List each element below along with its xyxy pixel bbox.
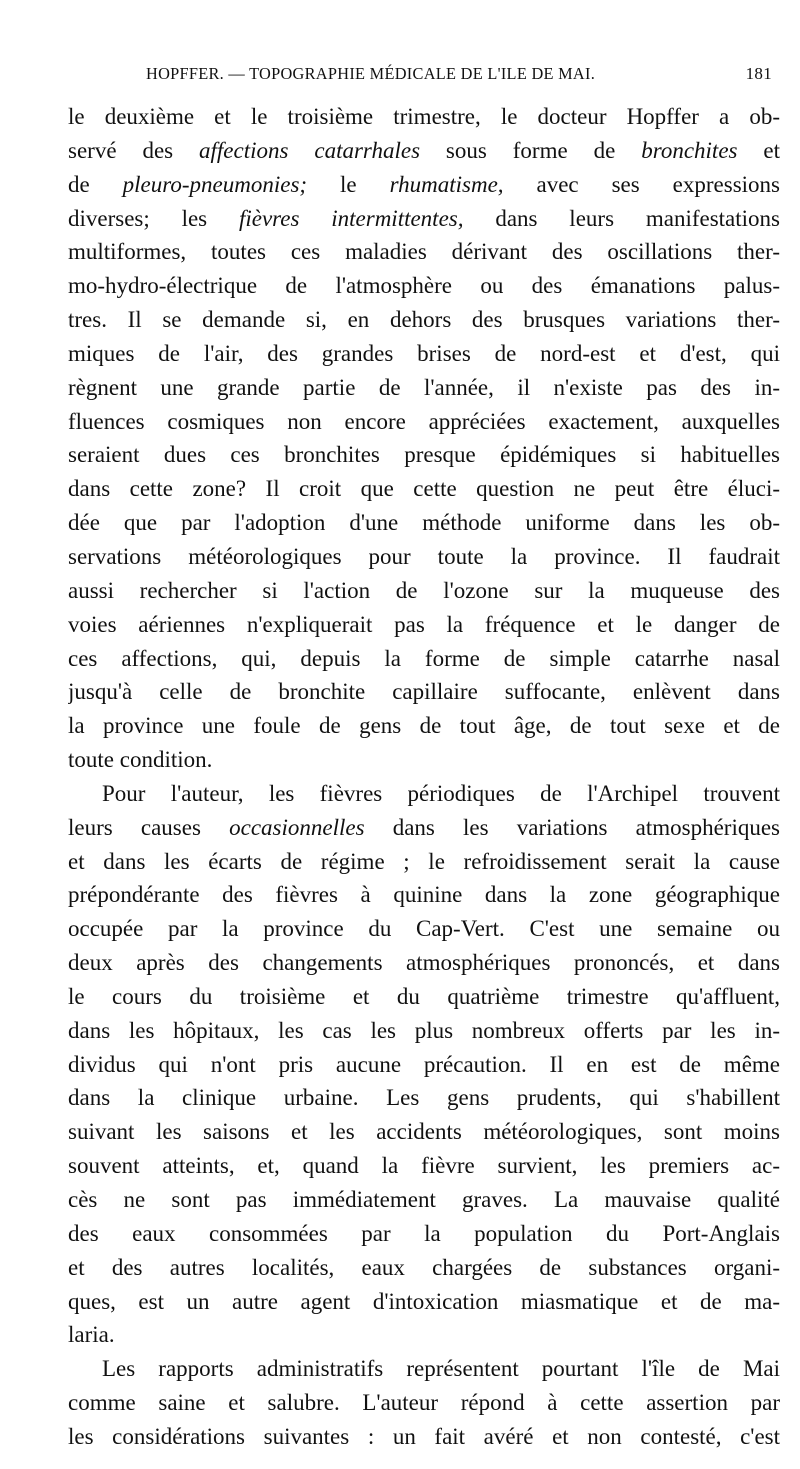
text-segment: occupée par la province du Cap-Vert. C'est une semaine ou [68,916,780,942]
text-segment: aussi rechercher si l'action de l'ozone sur la muqueuse des [68,577,780,603]
text-line [68,1014,780,1048]
text-line [68,777,780,811]
text-line [68,405,780,439]
text-segment: et [737,137,780,163]
italic-text: rhumatisme, [389,171,504,197]
text-line [68,1352,780,1386]
text-segment: servé des [68,137,200,163]
text-line [68,540,780,574]
text-segment: jusqu'à celle de bronchite capillaire suffocante, enlèvent dans [68,679,780,705]
text-line [68,1386,780,1420]
text-line [68,845,780,879]
text-line [68,438,780,472]
text-segment: de [68,171,123,197]
text-line [68,946,780,980]
text-line [68,1285,780,1319]
text-line [68,912,780,946]
text-segment: suivant les saisons et les accidents météorologiques, sont moins [68,1119,780,1145]
text-line [68,168,780,202]
text-line [68,1149,780,1183]
text-line [68,1420,780,1454]
text-segment: voies aériennes n'expliquerait pas la fréquence et le danger de [68,611,780,637]
text-segment: souvent atteints, et, quand la fièvre survient, les premiers ac- [68,1153,780,1179]
text-segment: prépondérante des fièvres à quinine dans la zone géographique [68,882,780,908]
text-segment: deux après des changements atmosphériques prononcés, et dans [68,950,780,976]
text-line [68,811,780,845]
italic-text: pleuro-pneumonies; [122,171,308,197]
text-line [68,337,780,371]
text-segment: ces affections, qui, depuis la forme de simple catarrhe nasal [68,645,780,671]
text-segment: cès ne sont pas immédiatement graves. La mauvaise qualité [68,1187,780,1212]
text-line [68,202,780,236]
text-line [68,642,780,676]
text-line [68,100,780,134]
text-segment: servations météorologiques pour toute la province. Il faudrait [68,543,780,569]
text-segment: dans les hôpitaux, les cas les plus nombreux offerts par les in- [68,1017,780,1043]
italic-text: fièvres intermittentes, [238,205,464,231]
text-segment: seraient dues ces bronchites presque épidémiques si habituelles [68,442,780,468]
text-segment: dans leurs manifestations [463,205,780,231]
text-segment: Pour l'auteur, les fièvres périodiques de l'Archipel trouvent [102,780,780,806]
text-segment: sous forme de [420,137,642,163]
text-segment: règnent une grande partie de l'année, il n'existe pas des in- [68,374,780,400]
text-line [68,235,780,269]
text-segment: le deuxième et le troisième trimestre, le docteur Hopffer a ob- [68,104,780,129]
text-segment: dividus qui n'ont pris aucune précaution. Il en est de même [68,1051,780,1077]
italic-text: affections catarrhales [199,137,421,163]
text-segment: les considérations suivantes : un fait avéré et non contesté, c'est [68,1423,780,1449]
text-line [68,878,780,912]
text-segment: le [307,171,390,197]
text-line [68,709,780,743]
text-line [68,1251,780,1285]
text-segment: toute condition. [68,747,213,773]
text-segment: dans la clinique urbaine. Les gens prudents, qui s'habillent [68,1085,780,1111]
text-line [68,472,780,506]
text-segment: multiformes, toutes ces maladies dérivant des oscillations ther- [68,239,780,265]
italic-text: bronchites [641,137,738,163]
text-segment: le cours du troisième et du quatrième trimestre qu'affluent, [68,983,780,1009]
text-segment: comme saine et salubre. L'auteur répond à cette assertion par [68,1390,780,1416]
text-segment: diverses; les [68,205,239,231]
text-line [68,743,780,777]
text-segment: ques, est un autre agent d'intoxication miasmatique et de ma- [68,1288,780,1314]
text-line [68,574,780,608]
text-line [68,608,780,642]
text-line [68,675,780,709]
text-line [68,371,780,405]
text-segment: dée que par l'adoption d'une méthode uniforme dans les ob- [68,510,780,536]
text-line [68,506,780,540]
text-segment: avec ses expressions [503,171,780,197]
text-segment: dans les variations atmosphériques [364,814,780,840]
text-line [68,1318,780,1352]
text-line [68,269,780,303]
text-segment: et dans les écarts de régime ; le refroidissement serait la cause [68,848,780,874]
text-segment: leurs causes [68,814,230,840]
text-line [68,1183,780,1217]
text-segment: miques de l'air, des grandes brises de nord-est et d'est, qui [68,340,780,366]
text-line [68,134,780,168]
body-text [68,100,780,1454]
text-line [68,1217,780,1251]
text-line [68,980,780,1014]
text-line [68,1081,780,1115]
running-title: HOPFFER. — TOPOGRAPHIE MÉDICALE DE L'ILE DE MAI. [146,64,596,83]
page-number: 181 [745,64,772,83]
text-segment: Les rapports administratifs représentent pourtant l'île de Mai [102,1356,780,1382]
text-segment: des eaux consommées par la population du Port-Anglais [68,1220,780,1246]
text-segment: laria. [68,1322,115,1348]
text-segment: tres. Il se demande si, en dehors des brusques variations ther- [68,307,780,333]
running-header [68,60,780,92]
text-line [68,1048,780,1082]
text-segment: mo-hydro-électrique de l'atmosphère ou des émanations palus- [68,273,780,299]
text-segment: fluences cosmiques non encore appréciées exactement, auxquelles [68,408,780,434]
italic-text: occasionnelles [229,814,365,840]
text-segment: et des autres localités, eaux chargées de substances organi- [68,1254,780,1280]
text-segment: la province une foule de gens de tout âge, de tout sexe et de [68,713,780,739]
text-line [68,303,780,337]
text-line [68,1115,780,1149]
text-segment: dans cette zone? Il croit que cette question ne peut être éluci- [68,476,780,502]
